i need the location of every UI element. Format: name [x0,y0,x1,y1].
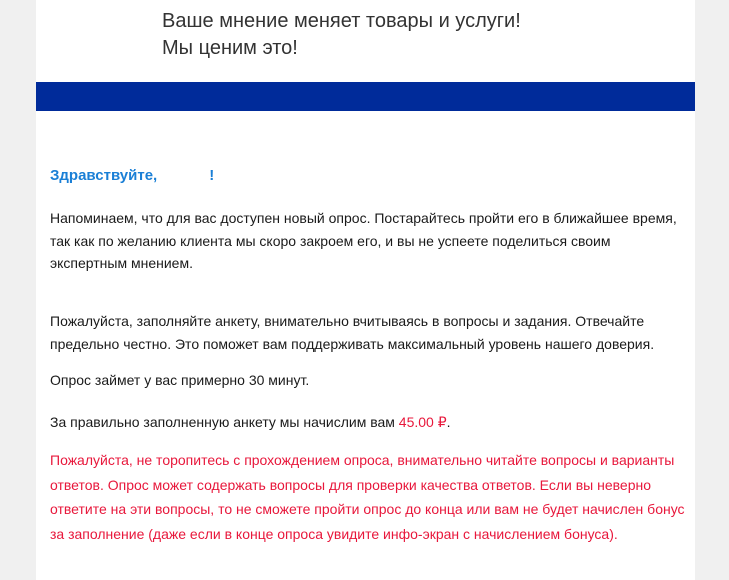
reward-suffix: . [446,414,451,430]
instructions-paragraph: Пожалуйста, заполняйте анкету, внимательно вчитываясь в вопросы и задания. Отвечайте предельно честно. Это поможет вам поддерживать максимальный уровень нашего доверия. [50,313,655,352]
reward-amount: 45.00 ₽ [398,414,447,430]
greeting-hello: Здравствуйте, [50,167,158,184]
reminder-paragraph: Напоминаем, что для вас доступен новый опрос. Постарайтесь пройти его в ближайшее время, так как по желанию клиента мы скоро закроем его, и вы не успеете поделиться своим экспертным мнением. [50,210,677,271]
email-body [36,0,695,580]
tagline-line-2: Мы ценим это! [162,37,298,59]
right-margin [695,0,729,580]
greeting [50,167,214,184]
reward-paragraph [50,411,690,434]
left-margin [0,0,36,580]
duration-paragraph: Опрос займет у вас примерно 30 минут. [50,372,310,388]
header-tagline [162,8,521,62]
tagline-line-1: Ваше мнение меняет товары и услуги! [162,10,521,32]
email-header [36,0,695,82]
warning-paragraph: Пожалуйста, не торопитесь с прохождением опроса, внимательно читайте вопросы и варианты ответов. Опрос может содержать вопросы для проверки качества ответов. Если вы неверно ответите на эти вопросы, то не сможете пройти опрос до конца или вам не будет начислен бонус за заполнение (даже если в конце опроса увидите инфо-экран с начислением бонуса). [50,452,685,542]
reward-prefix: За правильно заполненную анкету мы начислим вам [50,414,395,430]
greeting-exclaim: ! [209,167,215,184]
header-band [36,82,695,111]
